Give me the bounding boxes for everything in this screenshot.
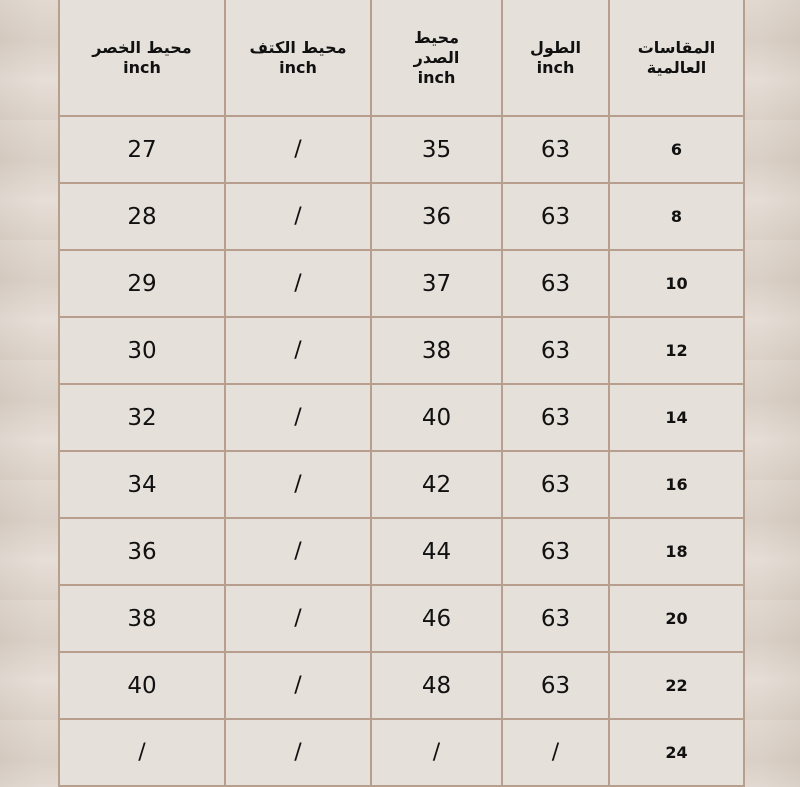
cell-waist: 34 [59, 451, 225, 518]
cell-size: 22 [609, 652, 744, 719]
cell-length: 63 [502, 116, 609, 183]
table-row [59, 652, 744, 719]
header-size-title: المقاسات العالمية [637, 37, 716, 77]
cell-length: 63 [502, 183, 609, 250]
header-shoulder [225, 0, 371, 116]
cell-size: 24 [609, 719, 744, 786]
cell-shoulder: / [225, 250, 371, 317]
cell-shoulder: / [225, 652, 371, 719]
table-row [59, 719, 744, 786]
table-row [59, 518, 744, 585]
background-edge-left [0, 0, 58, 787]
cell-length: / [502, 719, 609, 786]
header-shoulder-title: محيط الكتف [249, 37, 347, 57]
cell-chest: 38 [371, 317, 502, 384]
cell-size: 12 [609, 317, 744, 384]
cell-chest: 46 [371, 585, 502, 652]
header-size [609, 0, 744, 116]
table-row [59, 585, 744, 652]
cell-chest: 44 [371, 518, 502, 585]
cell-chest: 36 [371, 183, 502, 250]
table-row [59, 317, 744, 384]
cell-waist: 29 [59, 250, 225, 317]
cell-length: 63 [502, 451, 609, 518]
cell-chest: 37 [371, 250, 502, 317]
cell-size: 20 [609, 585, 744, 652]
cell-waist: / [59, 719, 225, 786]
cell-length: 63 [502, 585, 609, 652]
table-row [59, 183, 744, 250]
size-chart-table [58, 0, 745, 787]
cell-shoulder: / [225, 451, 371, 518]
cell-length: 63 [502, 250, 609, 317]
header-length [502, 0, 609, 116]
cell-length: 63 [502, 518, 609, 585]
background-edge-right [742, 0, 800, 787]
cell-chest: 35 [371, 116, 502, 183]
cell-waist: 32 [59, 384, 225, 451]
cell-size: 18 [609, 518, 744, 585]
cell-size: 6 [609, 116, 744, 183]
cell-shoulder: / [225, 384, 371, 451]
cell-size: 8 [609, 183, 744, 250]
table-row [59, 451, 744, 518]
cell-size: 16 [609, 451, 744, 518]
cell-chest: / [371, 719, 502, 786]
table-row [59, 250, 744, 317]
header-waist-title: محيط الخصر [92, 37, 192, 57]
header-chest-unit: inch [417, 67, 456, 87]
cell-waist: 30 [59, 317, 225, 384]
header-chest [371, 0, 502, 116]
cell-shoulder: / [225, 585, 371, 652]
header-length-title: الطول [530, 37, 581, 57]
cell-chest: 40 [371, 384, 502, 451]
header-waist [59, 0, 225, 116]
cell-waist: 40 [59, 652, 225, 719]
table-row [59, 384, 744, 451]
cell-size: 14 [609, 384, 744, 451]
cell-waist: 38 [59, 585, 225, 652]
header-length-unit: inch [536, 57, 575, 77]
cell-waist: 36 [59, 518, 225, 585]
header-shoulder-unit: inch [279, 57, 317, 77]
cell-chest: 48 [371, 652, 502, 719]
header-chest-title: محيط الصدر [413, 27, 460, 67]
cell-shoulder: / [225, 719, 371, 786]
table-row [59, 116, 744, 183]
cell-chest: 42 [371, 451, 502, 518]
cell-size: 10 [609, 250, 744, 317]
cell-length: 63 [502, 652, 609, 719]
cell-waist: 27 [59, 116, 225, 183]
header-waist-unit: inch [123, 57, 161, 77]
cell-shoulder: / [225, 183, 371, 250]
table-header-row [59, 0, 744, 116]
cell-shoulder: / [225, 317, 371, 384]
size-chart-sheet [58, 0, 743, 787]
cell-waist: 28 [59, 183, 225, 250]
cell-shoulder: / [225, 116, 371, 183]
cell-shoulder: / [225, 518, 371, 585]
table-body [59, 116, 744, 786]
cell-length: 63 [502, 384, 609, 451]
cell-length: 63 [502, 317, 609, 384]
